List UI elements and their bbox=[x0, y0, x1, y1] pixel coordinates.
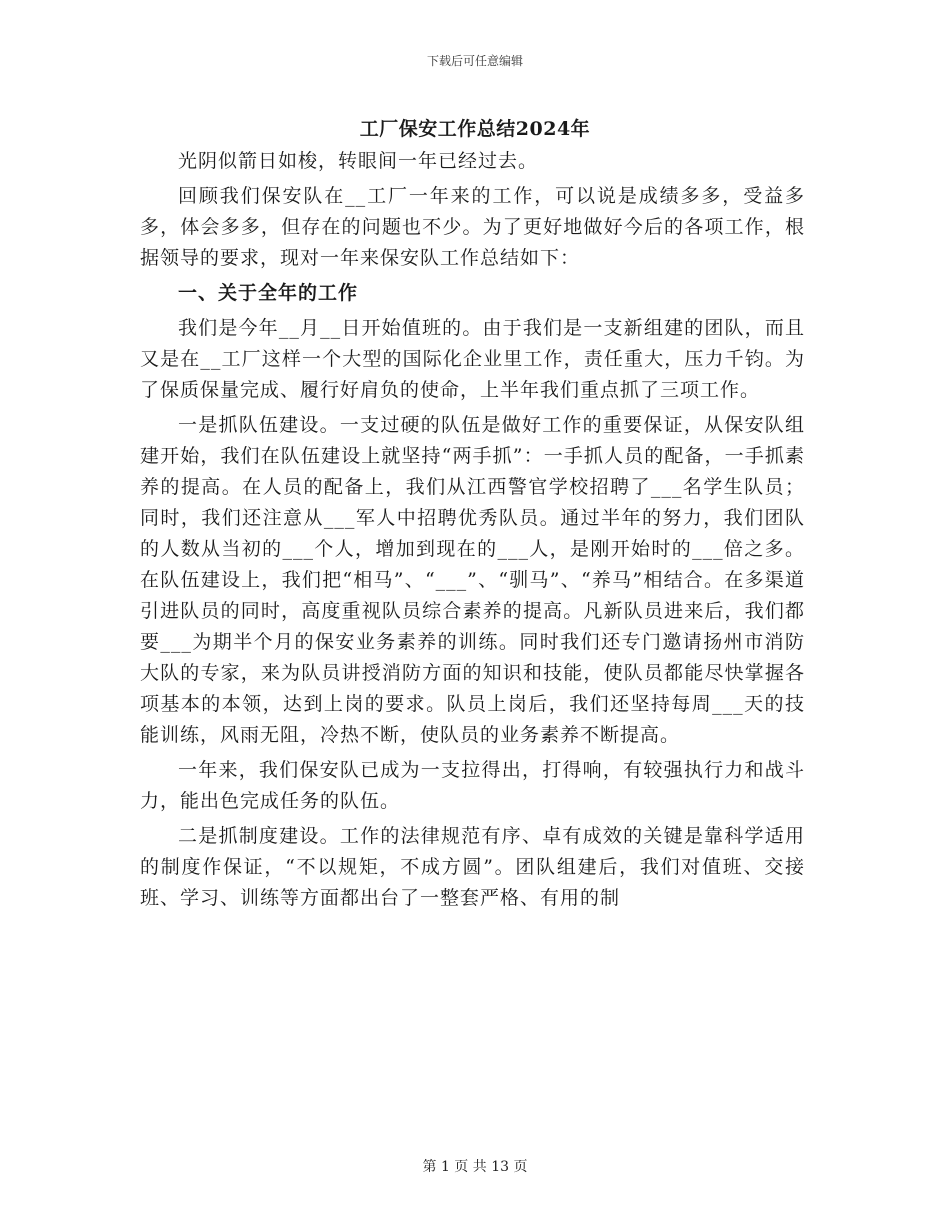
paragraph: 一是抓队伍建设。一支过硬的队伍是做好工作的重要保证，从保安队组建开始，我们在队伍建设上就坚持“两手抓”：一手抓人员的配备，一手抓素养的提高。在人员的配备上，我们从江西警官学校招聘了___名学生队员；同时，我们还注意从___军人中招聘优秀队员。通过半年的努力，我们团队的人数从当初的___个人，增加到现在的___人，是刚开始时的___倍之多。在队伍建设上，我们把“相马”、“___”、“驯马”、“养马”相结合。在多渠道引进队员的同时，高度重视队员综合素养的提高。凡新队员进来后，我们都要___为期半个月的保安业务素养的训练。同时我们还专门邀请扬州市消防大队的专家，来为队员讲授消防方面的知识和技能，使队员都能尽快掌握各项基本的本领，达到上岗的要求。队员上岗后，我们还坚持每周___天的技能训练，风雨无阻，冷热不断，使队员的业务素养不断提高。 bbox=[140, 414, 805, 746]
document-body bbox=[140, 146, 805, 918]
header-note: 下载后可任意编辑 bbox=[426, 54, 523, 68]
paragraph: 二是抓制度建设。工作的法律规范有序、卓有成效的关键是靠科学适用的制度作保证，“不以规矩，不成方圆”。团队组建后，我们对值班、交接班、学习、训练等方面都出台了一整套严格、有用的制 bbox=[140, 825, 805, 909]
paragraph: 一年来，我们保安队已成为一支拉得出，打得响，有较强执行力和战斗力，能出色完成任务的队伍。 bbox=[140, 759, 805, 812]
document-title: 工厂保安工作总结2024年 bbox=[359, 118, 591, 140]
page-footer: 第 1 页 共 13 页 bbox=[422, 1159, 528, 1175]
paragraph: 光阴似箭日如梭，转眼间一年已经过去。 bbox=[178, 150, 539, 172]
section-heading: 一、关于全年的工作 bbox=[178, 282, 359, 304]
paragraph: 回顾我们保安队在__工厂一年来的工作，可以说是成绩多多，受益多多，体会多多，但存在的问题也不少。为了更好地做好今后的各项工作，根据领导的要求，现对一年来保安队工作总结如下： bbox=[140, 185, 805, 269]
paragraph: 我们是今年__月__日开始值班的。由于我们是一支新组建的团队，而且又是在__工厂这样一个大型的国际化企业里工作，责任重大，压力千钧。为了保质保量完成、履行好肩负的使命，上半年我们重点抓了三项工作。 bbox=[140, 317, 805, 401]
